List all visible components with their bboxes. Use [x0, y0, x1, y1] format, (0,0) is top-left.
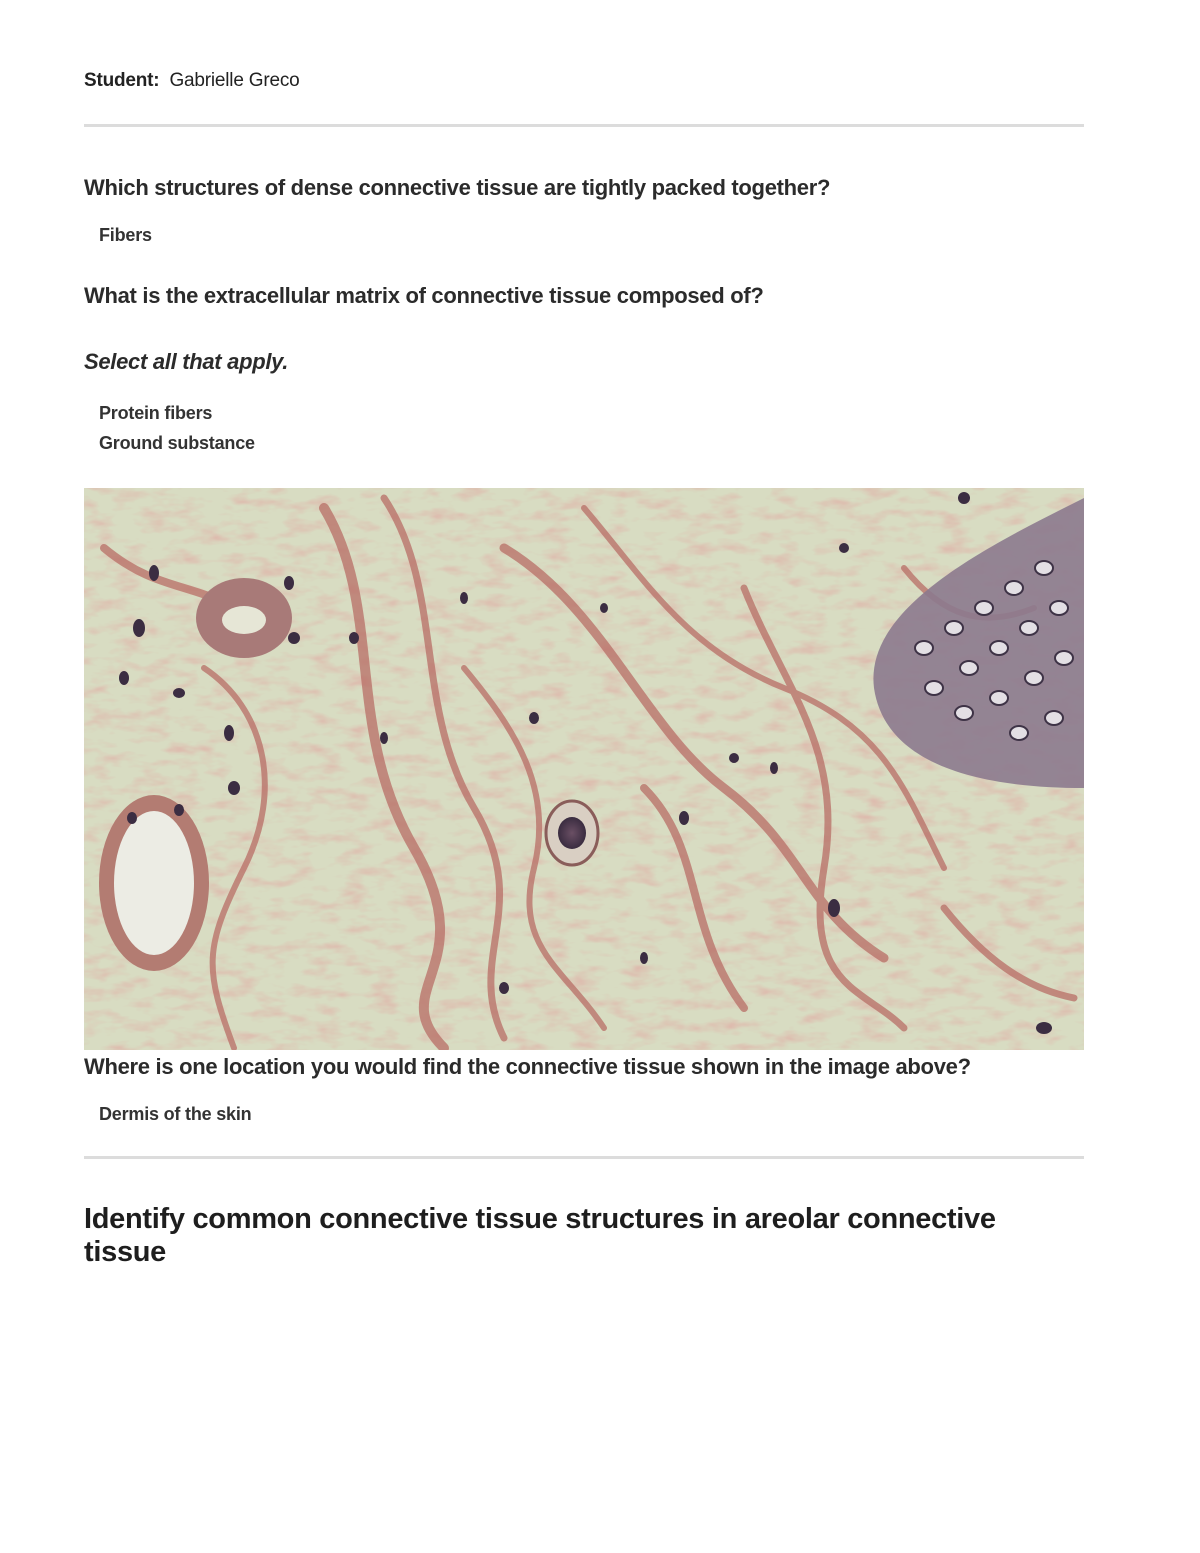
answer-2b: Ground substance — [99, 433, 255, 453]
student-label: Student: — [84, 70, 160, 91]
answer-3: Dermis of the skin — [99, 1104, 252, 1124]
section-heading: Identify common connective tissue structures in areolar connective tissue — [84, 1203, 996, 1268]
micrograph-image — [84, 488, 1084, 1050]
top-divider — [84, 124, 1084, 127]
center-cell — [546, 801, 598, 865]
section-divider — [84, 1156, 1084, 1159]
answer-1: Fibers — [99, 225, 152, 245]
question-3: Where is one location you would find the connective tissue shown in the image above? — [84, 1054, 971, 1079]
question-2: What is the extracellular matrix of connective tissue composed of? — [84, 283, 764, 308]
question-2-instruction: Select all that apply. — [84, 349, 289, 374]
student-line — [84, 70, 300, 92]
vessel-upper — [196, 578, 292, 658]
student-name: Gabrielle Greco — [169, 70, 300, 91]
answer-2a: Protein fibers — [99, 403, 213, 423]
vessel-lower — [99, 795, 209, 971]
question-1: Which structures of dense connective tissue are tightly packed together? — [84, 175, 831, 200]
